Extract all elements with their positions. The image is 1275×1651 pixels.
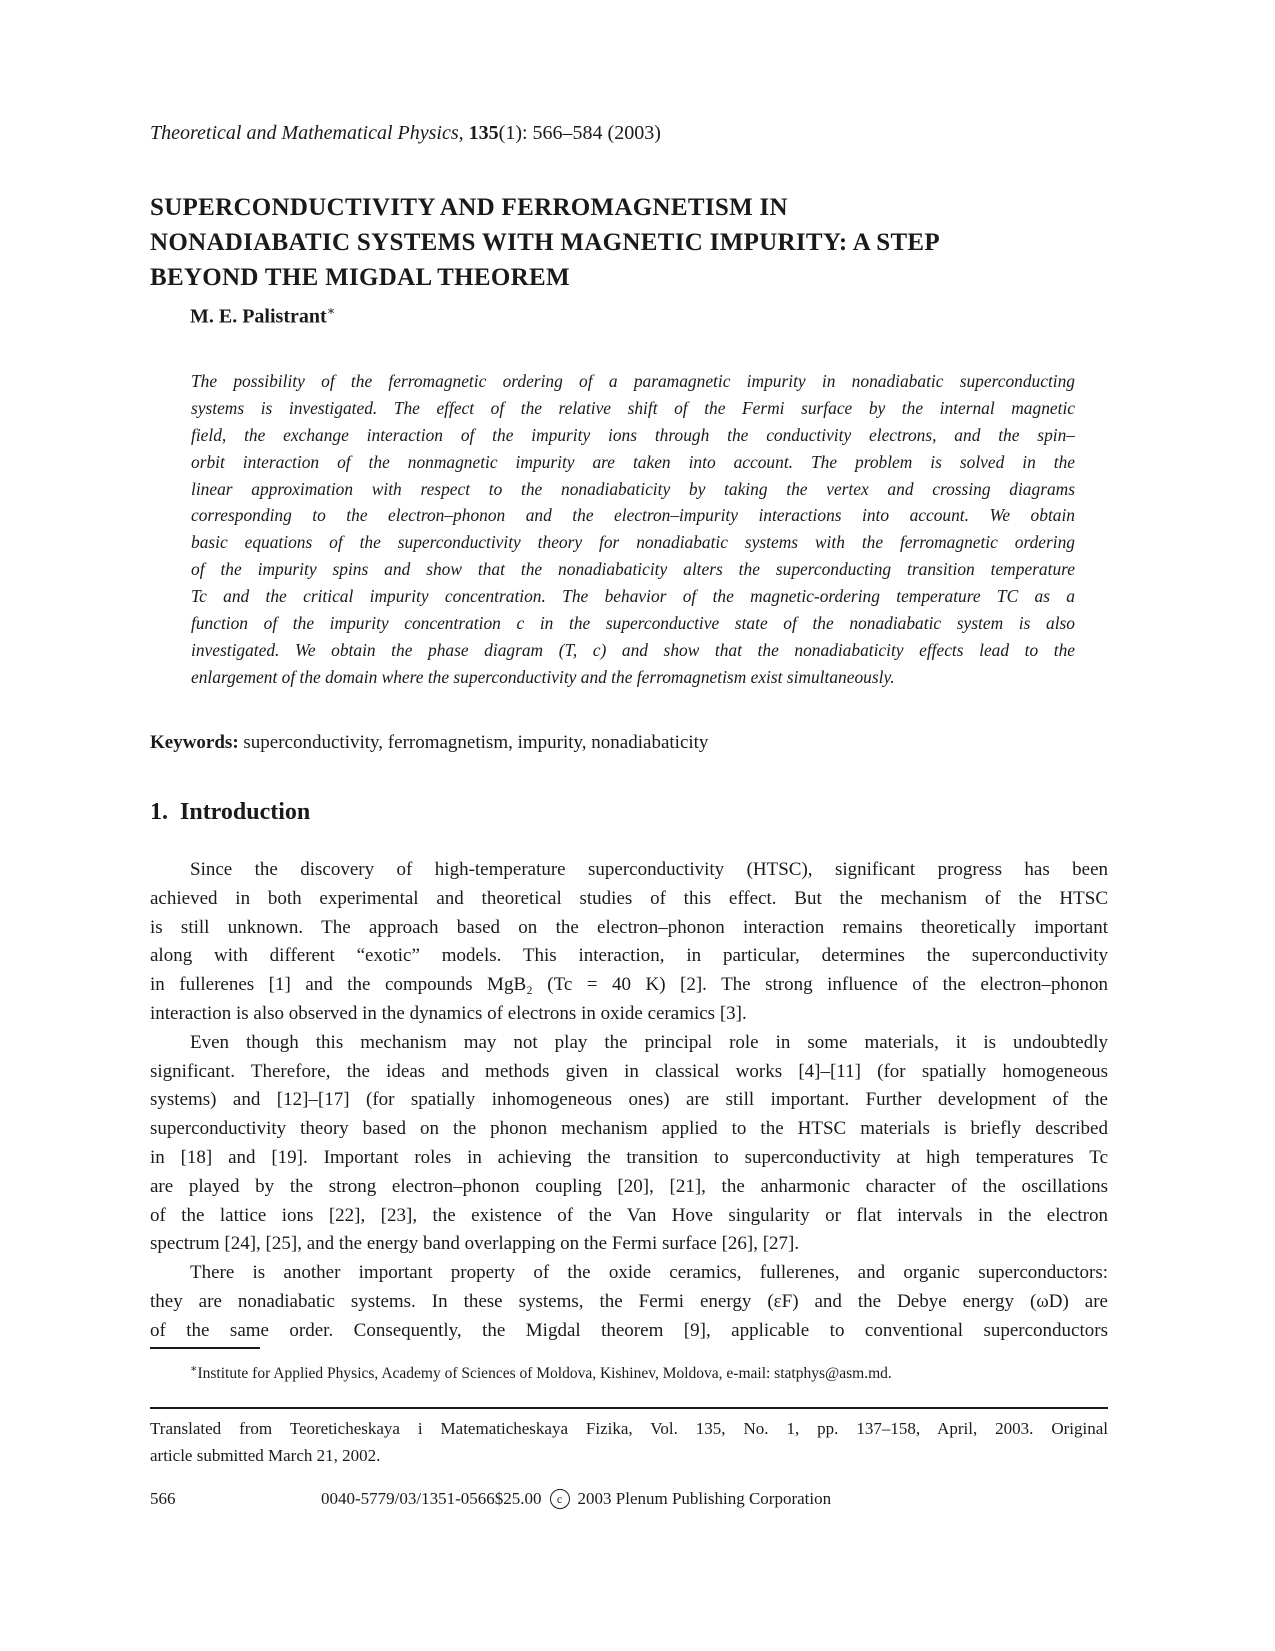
author-footnote-marker: ∗ bbox=[326, 303, 336, 318]
translation-note bbox=[150, 1415, 1108, 1469]
body-line: spectrum [24], [25], and the energy band overlapping on the Fermi surface [26], [27]. bbox=[150, 1233, 800, 1255]
abstract-line: investigated. We obtain the phase diagram (T, c) and show that the nonadiabaticity effects lead to the bbox=[191, 639, 1075, 660]
footnote-text: Institute for Applied Physics, Academy of Sciences of Moldova, Kishinev, Moldova, e-mail: statphys@asm.md. bbox=[197, 1365, 892, 1383]
body-line: is still unknown. The approach based on the electron–phonon interaction remains theoretically important bbox=[150, 916, 1108, 938]
journal-name: Theoretical and Mathematical Physics, bbox=[150, 122, 464, 144]
author bbox=[190, 303, 336, 329]
body-line: of the same order. Consequently, the Migdal theorem [9], applicable to conventional superconductors bbox=[150, 1319, 1108, 1341]
translation-line: article submitted March 21, 2002. bbox=[150, 1446, 381, 1465]
body-line: Since the discovery of high-temperature superconductivity (HTSC), significant progress has been bbox=[190, 859, 1108, 880]
abstract-line: of the impurity spins and show that the nonadiabaticity alters the superconducting transition temperature bbox=[191, 559, 1075, 580]
abstract-line: enlargement of the domain where the superconductivity and the ferromagnetism exist simultaneously. bbox=[191, 666, 895, 687]
abstract-line: systems is investigated. The effect of the relative shift of the Fermi surface by the internal magnetic bbox=[191, 397, 1075, 418]
issn-price: 0040-5779/03/1351-0566$25.00 bbox=[321, 1489, 542, 1508]
abstract-line: function of the impurity concentration c in the superconductive state of the nonadiabatic system is also bbox=[191, 613, 1075, 634]
page-number: 566 bbox=[150, 1489, 176, 1508]
keywords bbox=[150, 732, 708, 754]
abstract-line: linear approximation with respect to the nonadiabaticity by taking the vertex and crossing diagrams bbox=[191, 478, 1075, 499]
abstract-line: The possibility of the ferromagnetic ordering of a paramagnetic impurity in nonadiabatic superconducting bbox=[191, 371, 1075, 391]
body-line: are played by the strong electron–phonon coupling [20], [21], the anharmonic character of the oscillations bbox=[150, 1175, 1108, 1197]
affiliation-footnote bbox=[190, 1362, 892, 1383]
body-line: There is another important property of the oxide ceramics, fullerenes, and organic superconductors: bbox=[190, 1262, 1108, 1284]
section-heading bbox=[150, 799, 310, 826]
author-name: M. E. Palistrant bbox=[190, 305, 327, 328]
body-line: superconductivity theory based on the phonon mechanism applied to the HTSC materials is briefly described bbox=[150, 1118, 1108, 1140]
body-line: along with different “exotic” models. This interaction, in particular, determines the superconductivity bbox=[150, 945, 1108, 967]
abstract-line: corresponding to the electron–phonon and the electron–impurity interactions into account. We obtain bbox=[191, 505, 1075, 526]
keywords-text: superconductivity, ferromagnetism, impurity, nonadiabaticity bbox=[243, 732, 709, 753]
title-line: NONADIABATIC SYSTEMS WITH MAGNETIC IMPURITY: A STEP bbox=[150, 229, 940, 256]
copyright-line bbox=[321, 1489, 831, 1509]
introduction-body bbox=[150, 856, 1108, 1346]
copyright-icon: c bbox=[550, 1489, 570, 1509]
abstract-line: orbit interaction of the nonmagnetic impurity are taken into account. The problem is solved in the bbox=[191, 451, 1075, 472]
abstract-line: basic equations of the superconductivity theory for nonadiabatic systems with the ferromagnetic ordering bbox=[191, 532, 1075, 553]
body-line: systems) and [12]–[17] (for spatially inhomogeneous ones) are still important. Further development of the bbox=[150, 1089, 1108, 1111]
journal-issue-pages-year: (1): 566–584 (2003) bbox=[498, 122, 661, 144]
copyright-text: 2003 Plenum Publishing Corporation bbox=[577, 1489, 832, 1508]
body-line: of the lattice ions [22], [23], the existence of the Van Hove singularity or flat intervals in the electron bbox=[150, 1204, 1108, 1226]
body-line: in [18] and [19]. Important roles in achieving the transition to superconductivity at high temperatures Tc bbox=[150, 1146, 1108, 1168]
section-number: 1. bbox=[150, 799, 168, 825]
body-line: Even though this mechanism may not play the principal role in some materials, it is undoubtedly bbox=[190, 1031, 1108, 1053]
body-line: significant. Therefore, the ideas and methods given in classical works [4]–[11] (for spatially homogeneous bbox=[150, 1060, 1108, 1082]
body-line: in fullerenes [1] and the compounds MgB₂ (Tc = 40 K) [2]. The strong influence of the electron–phonon bbox=[150, 974, 1108, 996]
footnote-rule bbox=[150, 1347, 260, 1349]
translation-line: Translated from Teoreticheskaya i Matematicheskaya Fizika, Vol. 135, No. 1, pp. 137–158, April, 2003. Original bbox=[150, 1419, 1108, 1438]
title-line: SUPERCONDUCTIVITY AND FERROMAGNETISM IN bbox=[150, 194, 788, 221]
body-line: they are nonadiabatic systems. In these systems, the Fermi energy (εF) and the Debye energy (ωD) are bbox=[150, 1290, 1108, 1312]
journal-citation bbox=[150, 122, 661, 145]
footnote-marker: ∗ bbox=[190, 1363, 198, 1375]
section-title: Introduction bbox=[180, 799, 311, 825]
body-line: interaction is also observed in the dynamics of electrons in oxide ceramics [3]. bbox=[150, 1002, 747, 1024]
abstract-line: field, the exchange interaction of the impurity ions through the conductivity electrons, and the spin– bbox=[191, 424, 1075, 445]
paper-title bbox=[150, 190, 1130, 295]
keywords-label: Keywords: bbox=[150, 732, 239, 753]
body-line: achieved in both experimental and theoretical studies of this effect. But the mechanism of the HTSC bbox=[150, 887, 1108, 909]
title-line: BEYOND THE MIGDAL THEOREM bbox=[150, 264, 570, 291]
journal-volume: 135 bbox=[468, 122, 499, 144]
abstract-line: Tc and the critical impurity concentration. The behavior of the magnetic-ordering temperature TC as a bbox=[191, 586, 1075, 607]
translation-rule bbox=[150, 1407, 1108, 1409]
abstract bbox=[191, 368, 1075, 691]
